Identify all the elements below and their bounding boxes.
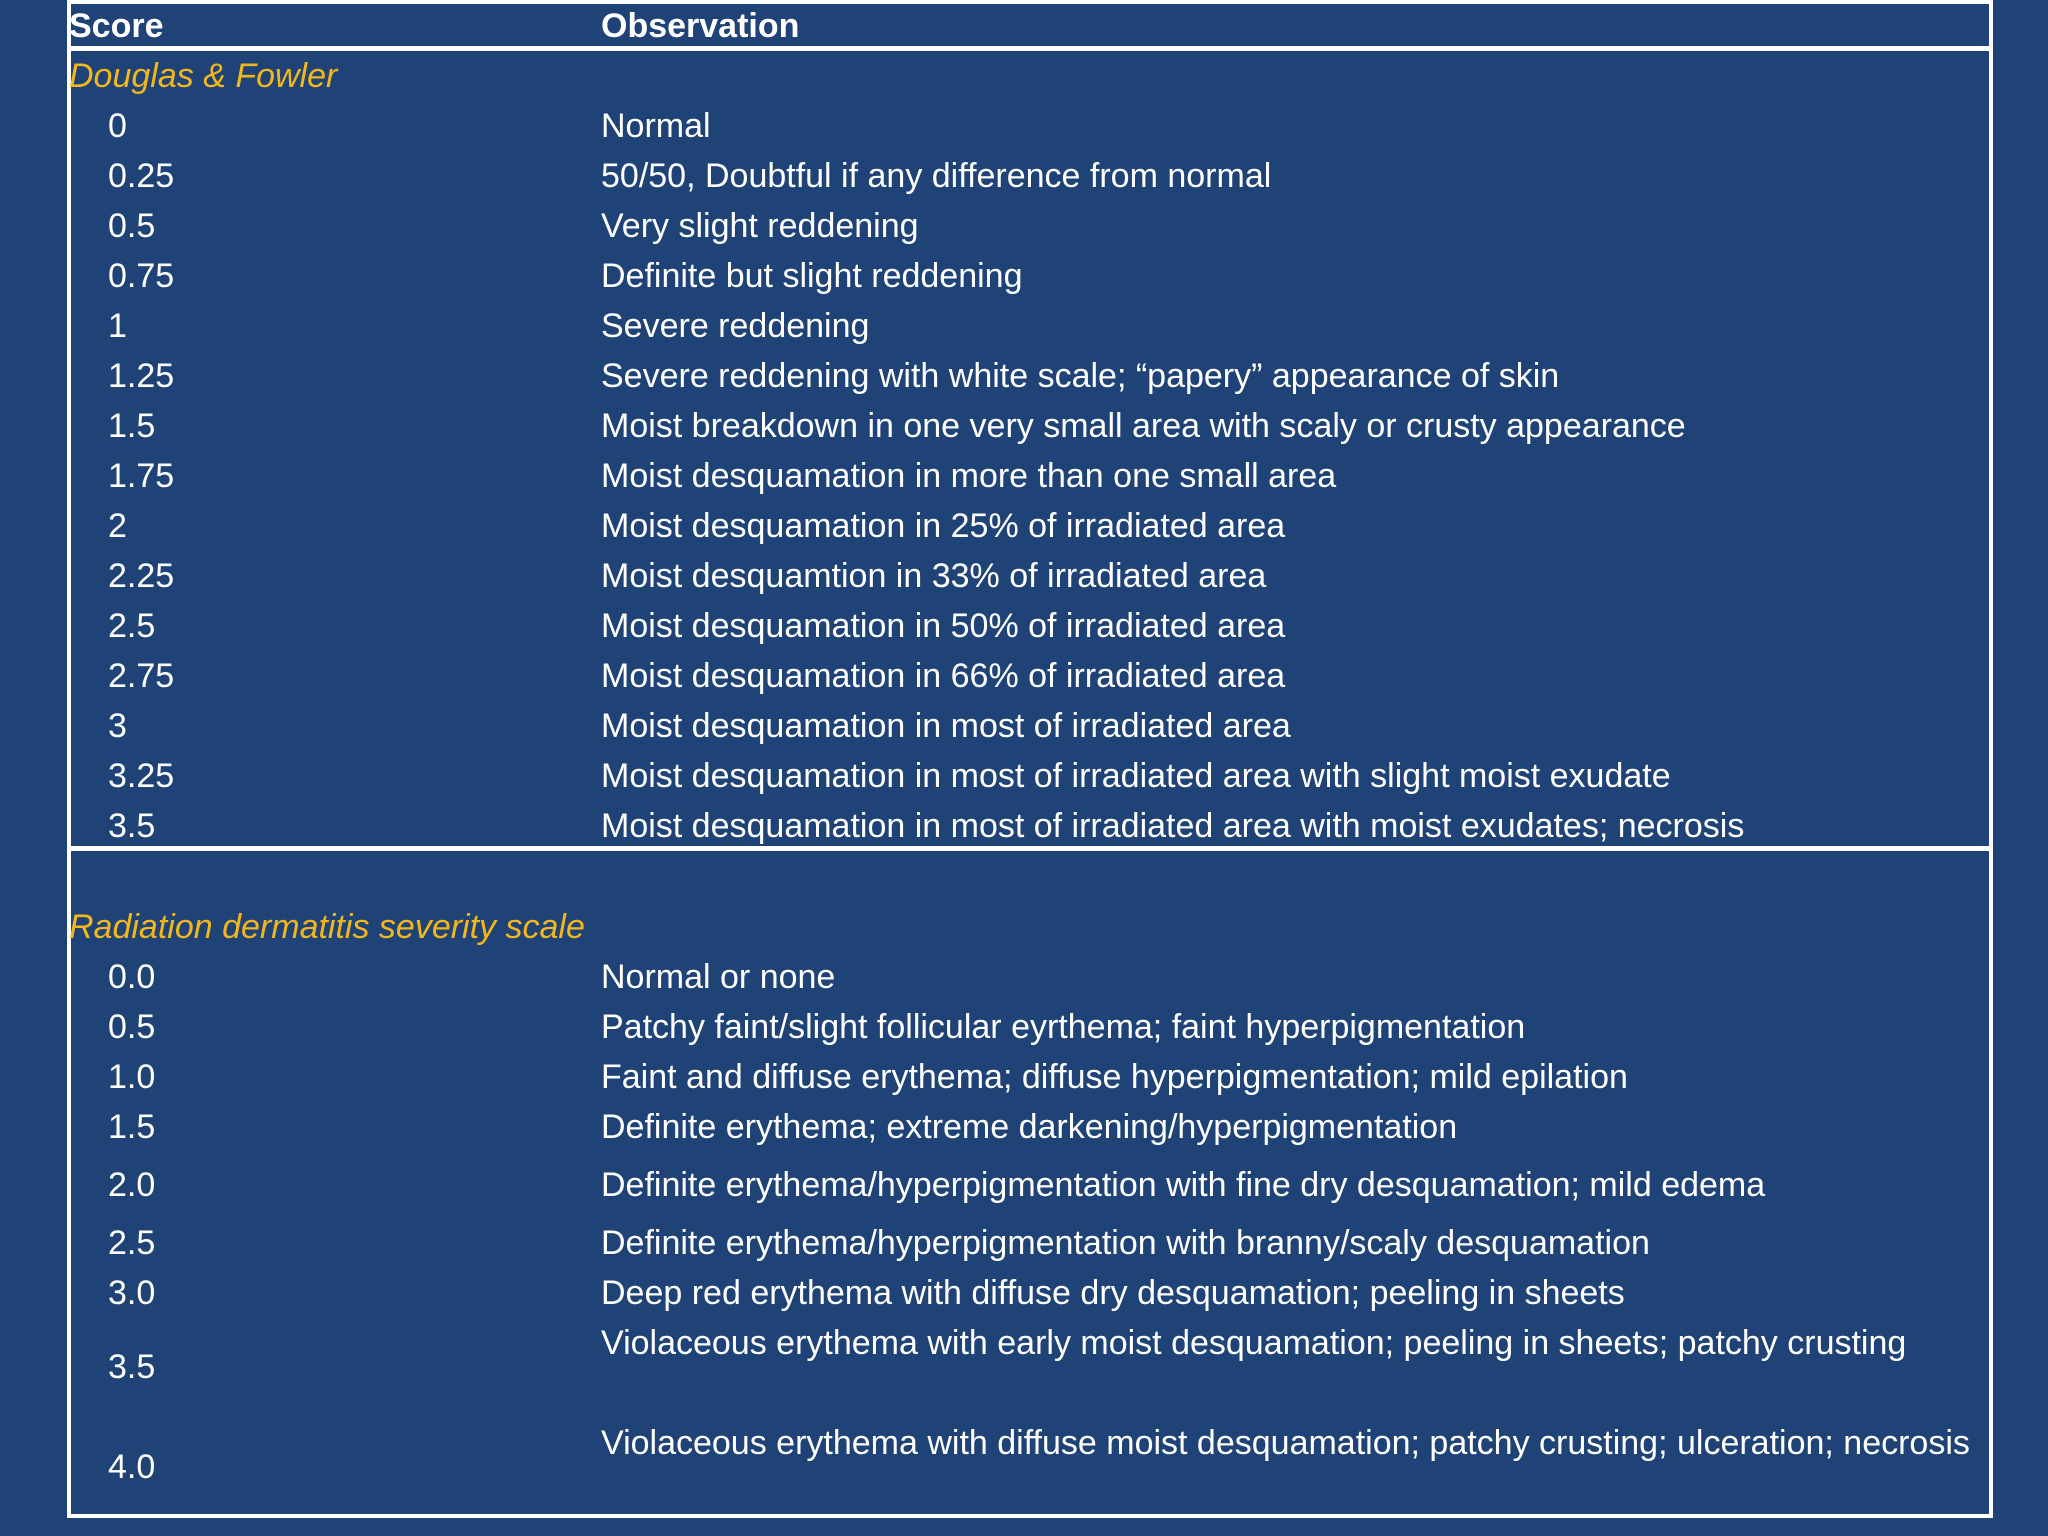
column-header-score: Score: [69, 7, 164, 45]
observation-cell: Moist desquamation in more than one small area: [601, 457, 1337, 495]
score-cell: 4.0: [108, 1448, 156, 1486]
score-cell: 0: [108, 107, 127, 145]
score-cell: 2.5: [108, 1224, 156, 1262]
score-cell: 0.0: [108, 958, 156, 996]
observation-cell: Moist desquamation in 25% of irradiated area: [601, 507, 1286, 545]
score-cell: 1.25: [108, 357, 175, 395]
score-cell: 1.5: [108, 1108, 156, 1146]
observation-cell: Severe reddening: [601, 307, 870, 345]
observation-cell: Deep red erythema with diffuse dry desquamation; peeling in sheets: [601, 1274, 1625, 1312]
observation-cell: Violaceous erythema with early moist desquamation; peeling in sheets; patchy crusting: [601, 1324, 1907, 1362]
table-row: [0, 1419, 2048, 1515]
observation-cell: Patchy faint/slight follicular eyrthema; faint hyperpigmentation: [601, 1008, 1526, 1046]
score-cell: 1.0: [108, 1058, 156, 1096]
observation-cell: Normal: [601, 107, 711, 145]
observation-cell: Definite erythema/hyperpigmentation with fine dry desquamation; mild edema: [601, 1166, 1766, 1204]
score-cell: 2: [108, 507, 127, 545]
score-cell: 1.75: [108, 457, 175, 495]
score-cell: 0.75: [108, 257, 175, 295]
header-divider: [67, 46, 1993, 51]
score-cell: 0.5: [108, 207, 156, 245]
score-cell: 3: [108, 707, 127, 745]
score-cell: 2.5: [108, 607, 156, 645]
observation-cell: Moist desquamation in most of irradiated area: [601, 707, 1291, 745]
score-cell: 2.25: [108, 557, 175, 595]
score-cell: 0.5: [108, 1008, 156, 1046]
score-cell: 2.75: [108, 657, 175, 695]
score-cell: 0.25: [108, 157, 175, 195]
table-row: [0, 1319, 2048, 1415]
observation-cell: Violaceous erythema with diffuse moist desquamation; patchy crusting; ulceration; necrosis: [601, 1424, 1970, 1462]
observation-cell: Moist desquamation in most of irradiated area with slight moist exudate: [601, 757, 1671, 795]
score-cell: 3.0: [108, 1274, 156, 1312]
observation-cell: 50/50, Doubtful if any difference from normal: [601, 157, 1272, 195]
section-title-douglas-fowler: Douglas & Fowler: [69, 57, 338, 95]
observation-cell: Definite but slight reddening: [601, 257, 1023, 295]
observation-cell: Moist breakdown in one very small area with scaly or crusty appearance: [601, 407, 1686, 445]
observation-cell: Very slight reddening: [601, 207, 919, 245]
score-cell: 3.5: [108, 1348, 156, 1386]
score-cell: 1.5: [108, 407, 156, 445]
observation-cell: Moist desquamtion in 33% of irradiated area: [601, 557, 1267, 595]
section-title-radiation-dermatitis: Radiation dermatitis severity scale: [69, 908, 585, 946]
score-cell: 2.0: [108, 1166, 156, 1204]
observation-cell: Definite erythema; extreme darkening/hyperpigmentation: [601, 1108, 1458, 1146]
observation-cell: Moist desquamation in 66% of irradiated area: [601, 657, 1286, 695]
observation-cell: Definite erythema/hyperpigmentation with branny/scaly desquamation: [601, 1224, 1650, 1262]
score-cell: 1: [108, 307, 127, 345]
observation-cell: Moist desquamation in 50% of irradiated area: [601, 607, 1286, 645]
score-cell: 3.25: [108, 757, 175, 795]
observation-cell: Faint and diffuse erythema; diffuse hyperpigmentation; mild epilation: [601, 1058, 1628, 1096]
score-cell: 3.5: [108, 807, 156, 845]
observation-cell: Severe reddening with white scale; “papery” appearance of skin: [601, 357, 1560, 395]
observation-cell: Normal or none: [601, 958, 836, 996]
observation-cell: Moist desquamation in most of irradiated area with moist exudates; necrosis: [601, 807, 1745, 845]
column-header-observation: Observation: [601, 7, 800, 45]
